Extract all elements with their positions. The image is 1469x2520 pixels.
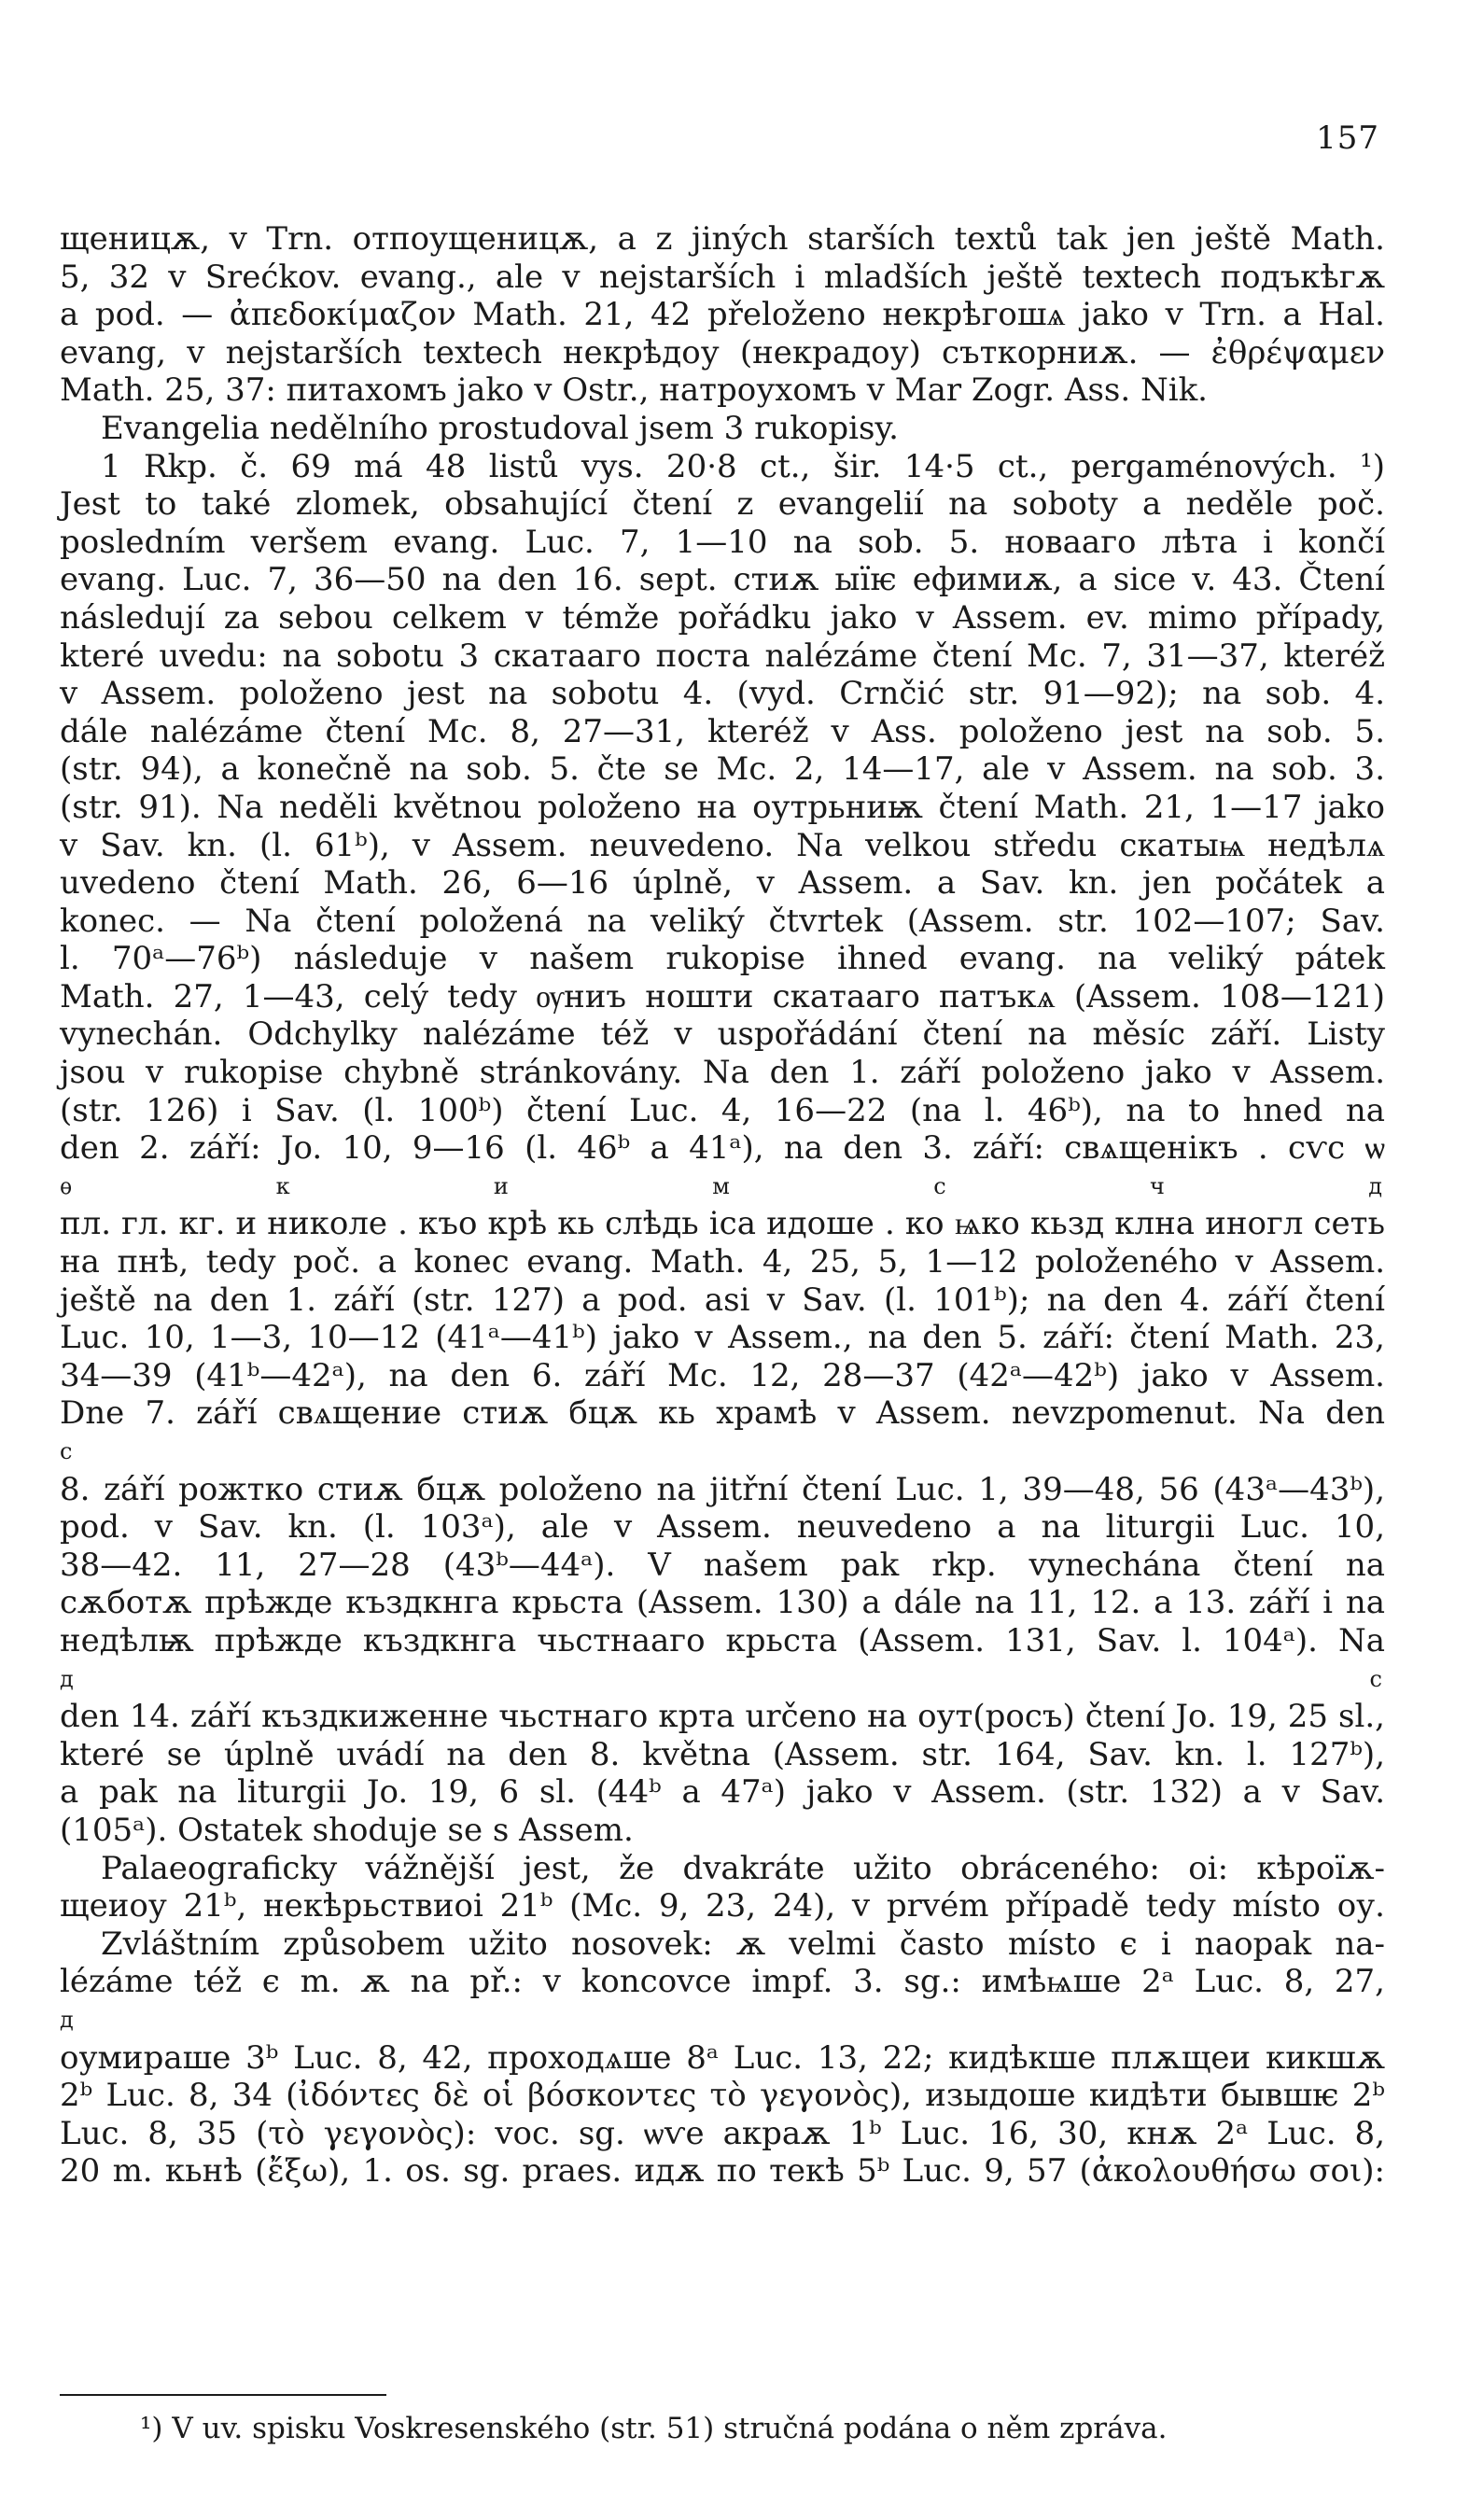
text-line: щеницѫ, v Trn. отпоущеницѫ, a z jiných starších textů tak jen ještě Math. xyxy=(60,220,1385,258)
text-line: 38—42. 11, 27—28 (43ᵇ—44ᵃ). V našem pak rkp. vynechána čtení na xyxy=(60,1546,1385,1584)
text-line: пл. гл. кг. и николе . къо крѣ кь слѣдь іса идоше . ко ѩко кьзд клна иногл сеть xyxy=(60,1205,1385,1243)
superscript-marks-line: с xyxy=(60,1438,76,1464)
text-line: pod. v Sav. kn. (l. 103ᵃ), ale v Assem. neuvedeno a na liturgii Luc. 10, xyxy=(60,1508,1385,1547)
text-line: a pak na liturgii Jo. 19, 6 sl. (44ᵇ a 47ᵃ) jako v Assem. (str. 132) a v Sav. xyxy=(60,1773,1385,1812)
superscript-marks-line: д xyxy=(60,2006,77,2033)
text-line: 20 m. кьнѣ (ἔξω), 1. os. sg. praes. идѫ по текѣ 5ᵇ Luc. 9, 57 (ἀκολουθήσω σοι): xyxy=(60,2152,1385,2191)
text-line: Luc. 8, 35 (τὸ γεγονὸς): voc. sg. ѡѵе акраѫ 1ᵇ Luc. 16, 30, кнѫ 2ᵃ Luc. 8, xyxy=(60,2114,1385,2152)
text-line: Math. 25, 37: питахомъ jako v Ostr., натроухомъ v Mar Zogr. Ass. Nik. xyxy=(60,371,1208,410)
text-line: den 14. září къздкиженне чьстнаго крта určeno на оут(росъ) čtení Jo. 19, 25 sl., xyxy=(60,1698,1385,1736)
text-line: Dne 7. září свѧщение стиѫ бцѫ кь храмѣ v Assem. nevzpomenut. Na den xyxy=(60,1394,1385,1433)
text-line: Evangelia nedělního prostudoval jsem 3 rukopisy. xyxy=(101,409,899,447)
text-line: které uvedu: na sobotu 3 скатааго поста nalézáme čtení Mc. 7, 31—37, kteréž xyxy=(60,637,1385,675)
text-line: posledním veršem evang. Luc. 7, 1—10 na sob. 5. новааго лѣта i končí xyxy=(60,523,1385,561)
text-line: (str. 91). Na neděli květnou položeno на оутрьниѭ čtení Math. 21, 1—17 jako xyxy=(60,788,1385,826)
text-line: které se úplně uvádí na den 8. května (Assem. str. 164, Sav. kn. l. 127ᵇ), xyxy=(60,1735,1385,1773)
text-line: 2ᵇ Luc. 8, 34 (ἰδόντες δὲ οἱ βόσκοντες τὸ γεγονὸς), изыдоше кидѣти бывшѥ 2ᵇ xyxy=(60,2077,1385,2115)
superscript-marks-line: д с xyxy=(60,1665,1385,1692)
text-line: ještě na den 1. září (str. 127) a pod. asi v Sav. (l. 101ᵇ); na den 4. září čtení xyxy=(60,1281,1385,1319)
text-line: Math. 27, 1—43, celý tedy ѹниъ ношти скатааго патъкѧ (Assem. 108—121) xyxy=(60,977,1385,1015)
text-line: dále nalézáme čtení Mc. 8, 27—31, kteréž v Ass. položeno jest na sob. 5. xyxy=(60,712,1385,750)
text-line: (str. 94), a konečně na sob. 5. čte se Mc. 2, 14—17, ale v Assem. na sob. 3. xyxy=(60,750,1385,789)
text-line: на пнѣ, tedy poč. a konec evang. Math. 4, 25, 5, 1—12 položeného v Assem. xyxy=(60,1243,1385,1281)
text-line: оумираше 3ᵇ Luc. 8, 42, проходѧше 8ᵃ Luc. 13, 22; кидѣкше плѫщеи кикшѫ xyxy=(60,2038,1385,2077)
text-line: evang, v nejstarších textech некрѣдоу (некрадоу) съткорниѫ. — ἐθρέψαμεν xyxy=(60,333,1385,371)
text-line: 1 Rkp. č. 69 má 48 listů vys. 20·8 ct., šir. 14·5 ct., pergaménových. ¹) xyxy=(101,447,1385,485)
page-number: 157 xyxy=(1316,119,1379,157)
text-line: následují za sebou celkem v témže pořádku jako v Assem. ev. mimo případy, xyxy=(60,598,1385,637)
text-line: Luc. 10, 1—3, 10—12 (41ᵃ—41ᵇ) jako v Assem., na den 5. září: čtení Math. 23, xyxy=(60,1319,1385,1357)
text-line: (str. 126) i Sav. (l. 100ᵇ) čtení Luc. 4, 16—22 (na l. 46ᵇ), na to hned na xyxy=(60,1091,1385,1129)
footnote: ¹) V uv. spisku Voskresenského (str. 51) stručná podána o něm zpráva. xyxy=(140,2412,1168,2445)
text-line: l. 70ᵃ—76ᵇ) následuje v našem rukopise ihned evang. na veliký pátek xyxy=(60,940,1385,978)
text-line: v Sav. kn. (l. 61ᵇ), v Assem. neuvedeno. Na velkou středu скатыѩ недѣлѧ xyxy=(60,826,1385,864)
body-text xyxy=(60,220,1385,2191)
text-line: Jest to také zlomek, obsahující čtení z evangelií na soboty a neděle poč. xyxy=(60,485,1385,524)
text-line: Palaeograficky vážnější jest, že dvakráte užito obráceného: оі: кѣроїѫ- xyxy=(101,1849,1385,1887)
text-line: uvedeno čtení Math. 26, 6—16 úplně, v Assem. a Sav. kn. jen počátek a xyxy=(60,864,1385,903)
text-line: evang. Luc. 7, 36—50 na den 16. sept. стиѫ ыїѥ ефимиѫ, a sice v. 43. Čtení xyxy=(60,561,1385,599)
text-line: (105ᵃ). Ostatek shoduje se s Assem. xyxy=(60,1811,634,1849)
text-line: 5, 32 v Srećkov. evang., ale v nejstarších i mladších ještě textech подъкѣгѫ xyxy=(60,258,1385,296)
text-line: v Assem. položeno jest na sobotu 4. (vyd. Crnčić str. 91—92); na sob. 4. xyxy=(60,675,1385,713)
text-line: 34—39 (41ᵇ—42ᵃ), na den 6. září Mc. 12, 28—37 (42ᵃ—42ᵇ) jako v Assem. xyxy=(60,1356,1385,1394)
text-line: vynechán. Odchylky nalézáme též v uspořádání čtení na měsíc září. Listy xyxy=(60,1015,1385,1054)
text-line: сѫботѫ прѣжде къздкнга крьста (Assem. 130) a dále na 11, 12. a 13. září i na xyxy=(60,1584,1385,1622)
text-line: 8. září рожтко стиѫ бцѫ položeno na jitřní čtení Luc. 1, 39—48, 56 (43ᵃ—43ᵇ), xyxy=(60,1470,1385,1508)
text-line: den 2. září: Jo. 10, 9—16 (l. 46ᵇ a 41ᵃ), na den 3. září: свѧщенікъ . сѵс ѡ xyxy=(60,1129,1385,1168)
text-line: konec. — Na čtení položená na veliký čtvrtek (Assem. str. 102—107; Sav. xyxy=(60,902,1385,940)
text-line: lézáme též є m. ѫ na př.: v koncovce impf. 3. sg.: имѣѩше 2ᵃ Luc. 8, 27, xyxy=(60,1963,1385,2001)
superscript-marks-line: ѳ к и м с ч д xyxy=(60,1172,1385,1199)
text-line: jsou v rukopise chybně stránkovány. Na den 1. září položeno jako v Assem. xyxy=(60,1054,1385,1092)
text-line: щеиоу 21ᵇ, некѣрьствиоі 21ᵇ (Mc. 9, 23, 24), v prvém případě tedy místo оу. xyxy=(60,1887,1385,1925)
text-line: недѣлѭ прѣжде къздкнга чьстнааго крьста (Assem. 131, Sav. l. 104ᵃ). Na xyxy=(60,1621,1385,1659)
text-line: Zvláštním způsobem užito nosovek: ѫ velmi často místo є i naopak na- xyxy=(101,1925,1385,1963)
text-line: a pod. — ἀπεδοκίμαζον Math. 21, 42 přeloženo некрѣгошѧ jako v Trn. a Hal. xyxy=(60,296,1385,334)
footnote-rule xyxy=(60,2394,386,2396)
